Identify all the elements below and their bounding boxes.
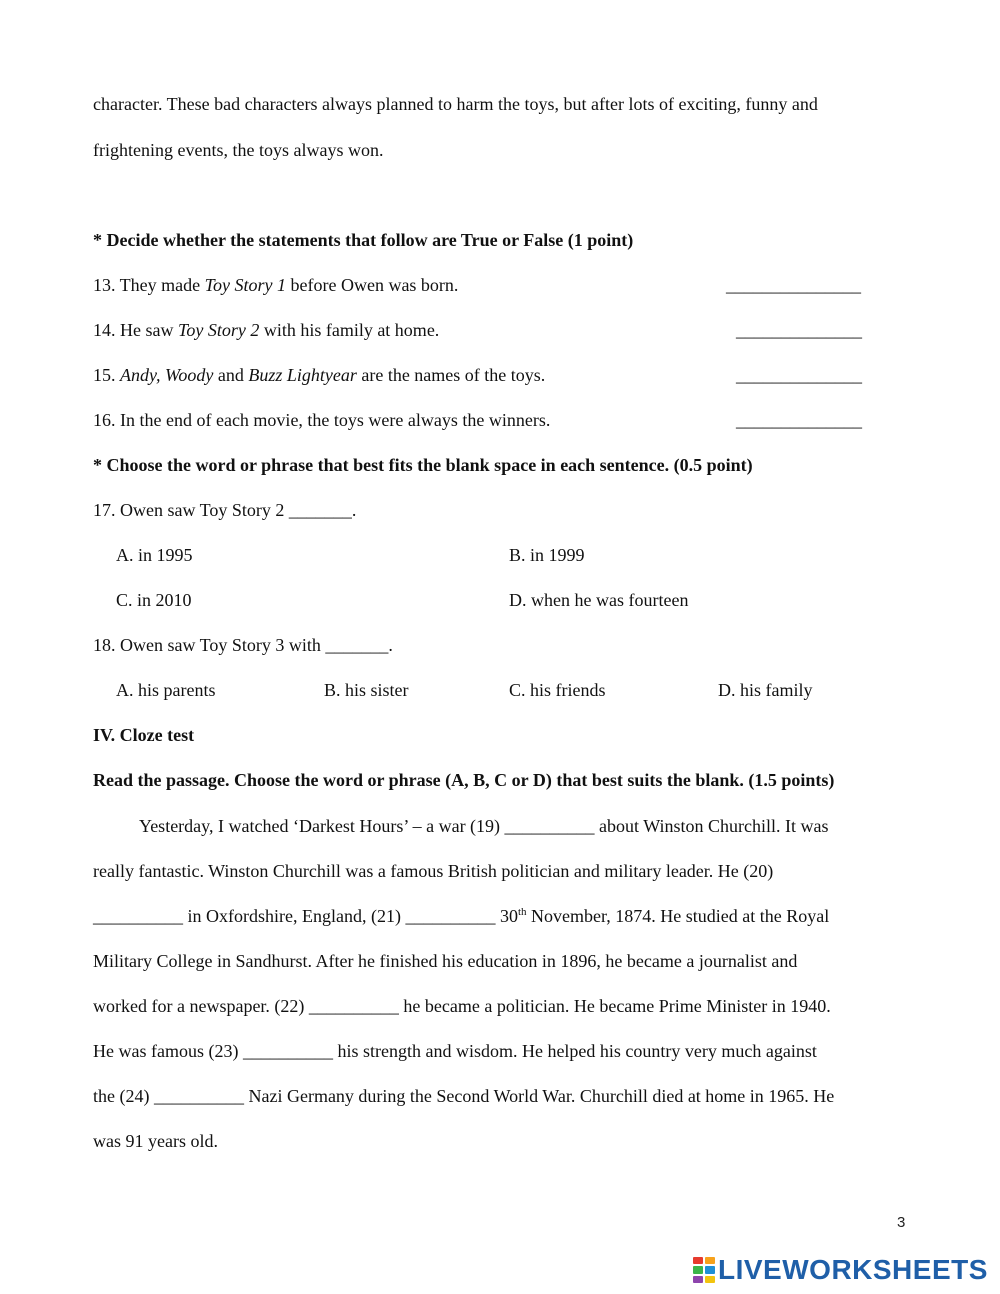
q17-option-b[interactable]: B. in 1999 [509, 545, 585, 565]
cloze-line: the (24) __________ Nazi Germany during the Second World War. Churchill died at home in 1965. He [93, 1086, 835, 1106]
liveworksheets-logo-icon [693, 1257, 715, 1283]
answer-blank-13[interactable]: _______________ [726, 275, 861, 295]
cloze-instruction: Read the passage. Choose the word or phrase (A, B, C or D) that best suits the blank. (1.5 points) [93, 770, 835, 790]
q18-option-b[interactable]: B. his sister [324, 680, 409, 700]
answer-blank-16[interactable]: ______________ [736, 410, 862, 430]
q17-option-a[interactable]: A. in 1995 [116, 545, 193, 565]
cloze-title: IV. Cloze test [93, 725, 195, 745]
q18-option-a[interactable]: A. his parents [116, 680, 216, 700]
cloze-line: really fantastic. Winston Churchill was a famous British politician and military leader. He (20) [93, 861, 774, 881]
question-18: 18. Owen saw Toy Story 3 with _______. [93, 635, 393, 655]
cloze-line: Military College in Sandhurst. After he finished his education in 1896, he became a journalist and [93, 951, 798, 971]
tf-item-15: 15. Andy, Woody and Buzz Lightyear are the names of the toys. [93, 365, 546, 385]
cloze-line: was 91 years old. [93, 1131, 218, 1151]
tf-item-14: 14. He saw Toy Story 2 with his family at home. [93, 320, 440, 340]
answer-blank-15[interactable]: ______________ [736, 365, 862, 385]
tf-item-13: 13. They made Toy Story 1 before Owen was born. [93, 275, 459, 295]
question-17: 17. Owen saw Toy Story 2 _______. [93, 500, 357, 520]
logo-text: LIVEWORKSHEETS [718, 1254, 988, 1285]
cloze-line: Yesterday, I watched ‘Darkest Hours’ – a war (19) __________ about Winston Churchill. It was [139, 816, 829, 836]
answer-blank-14[interactable]: ______________ [736, 320, 862, 340]
q17-option-c[interactable]: C. in 2010 [116, 590, 192, 610]
passage-line: character. These bad characters always planned to harm the toys, but after lots of exciting, funny and [93, 94, 818, 114]
page-number: 3 [897, 1214, 906, 1231]
tf-heading: * Decide whether the statements that follow are True or False (1 point) [93, 230, 634, 250]
q18-option-d[interactable]: D. his family [718, 680, 813, 700]
liveworksheets-logo[interactable] [693, 1255, 988, 1285]
passage-line: frightening events, the toys always won. [93, 140, 384, 160]
cloze-line: worked for a newspaper. (22) __________ he became a politician. He became Prime Minister in 1940. [93, 996, 831, 1016]
cloze-line: __________ in Oxfordshire, England, (21) __________ 30th November, 1874. He studied at the Royal [93, 906, 830, 926]
mc-heading: * Choose the word or phrase that best fits the blank space in each sentence. (0.5 point) [93, 455, 753, 475]
q17-option-d[interactable]: D. when he was fourteen [509, 590, 689, 610]
cloze-line: He was famous (23) __________ his strength and wisdom. He helped his country very much against [93, 1041, 817, 1061]
q18-option-c[interactable]: C. his friends [509, 680, 606, 700]
tf-item-16: 16. In the end of each movie, the toys were always the winners. [93, 410, 551, 430]
